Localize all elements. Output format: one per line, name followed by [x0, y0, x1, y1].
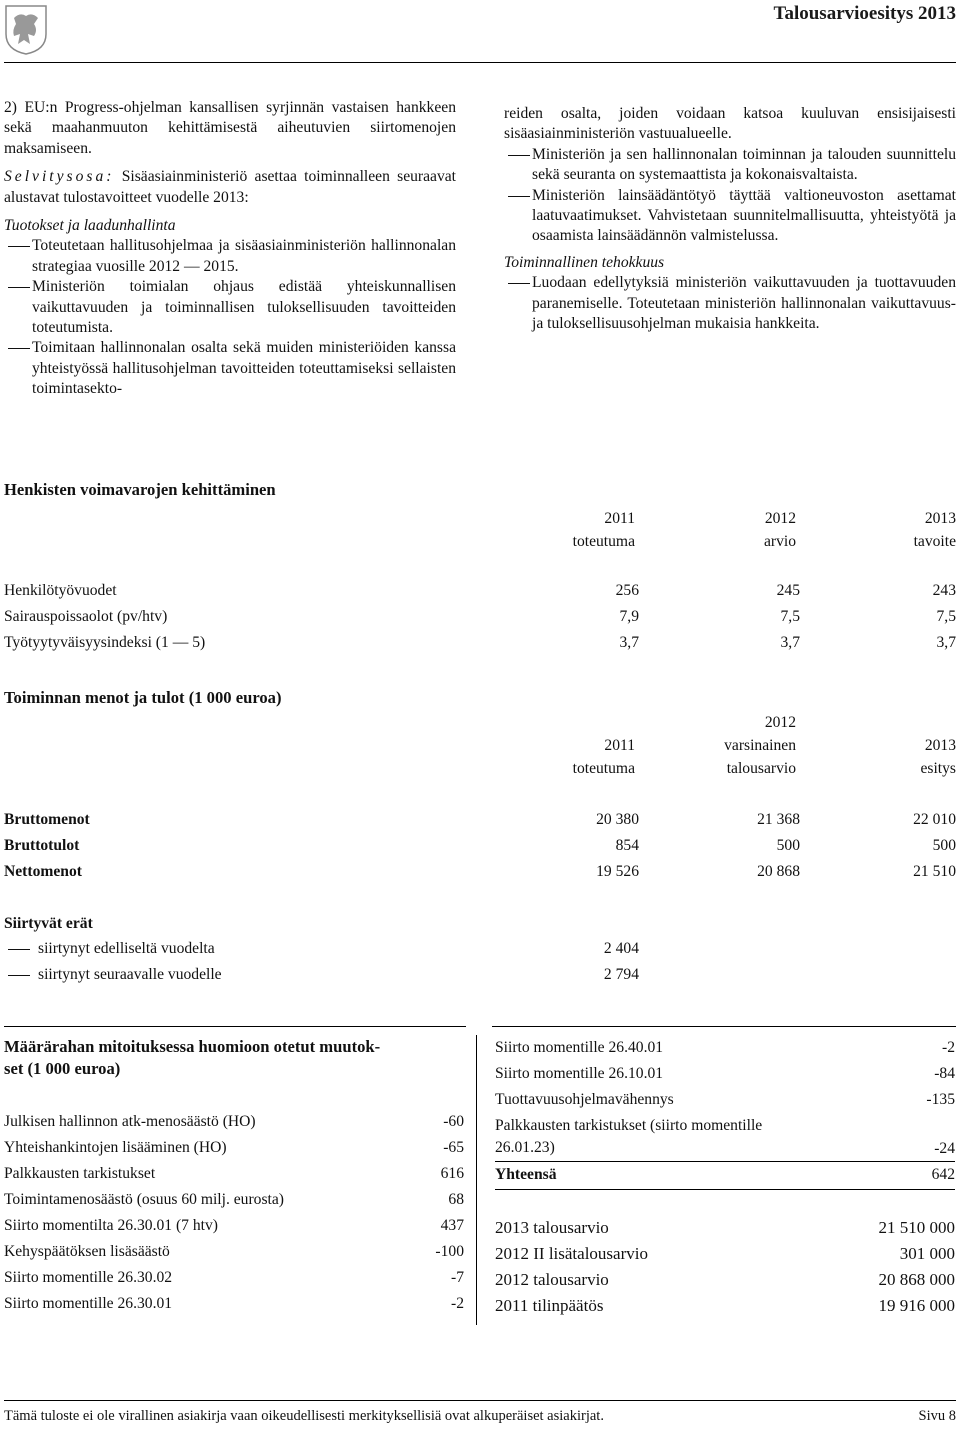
paragraph: 2) EU:n Progress-ohjelman kansallisen syrjinnän vastaisen hankkeen sekä maahanmuuton kehittämisestä aiheutuvien siirtomenojen maksamiseen. — [4, 99, 456, 157]
finance-table-title: Toiminnan menot ja tulot (1 000 euroa) — [4, 688, 282, 707]
row-label: Bruttomenot — [4, 810, 90, 828]
subheading: Tuotokset ja laadunhallinta — [4, 217, 176, 235]
row-value: 20 868 000 — [878, 1269, 955, 1289]
section-divider — [4, 1026, 466, 1027]
fin-col-2011-header: 2011 toteutuma — [572, 737, 635, 777]
cell-2011: 3,7 — [619, 633, 639, 651]
total-label: Yhteensä — [495, 1165, 557, 1183]
cell-2011: 19 526 — [596, 862, 639, 880]
row-label: 2012 II lisätalousarvio — [495, 1243, 648, 1263]
cell-2011: 256 — [615, 581, 639, 599]
hr-table-title: Henkisten voimavarojen kehittäminen — [4, 480, 276, 499]
column-divider — [476, 1035, 477, 1325]
row-label: Toimintamenosäästö (osuus 60 milj. eurosta) — [4, 1190, 284, 1208]
row-label: Siirto momentille 26.30.02 — [4, 1268, 173, 1286]
row-value: -2 — [942, 1038, 955, 1056]
table-row — [4, 630, 956, 656]
row-value: -65 — [443, 1138, 464, 1156]
table-row — [495, 1267, 955, 1293]
hr-col-2011-header: 2011 toteutuma — [572, 510, 635, 550]
hr-table — [4, 578, 956, 656]
cell-2013: 22 010 — [913, 810, 956, 828]
row-label: Bruttotulot — [4, 836, 80, 854]
selvitysosa-label: Selvitysosa: — [4, 168, 115, 186]
budget-summary-table — [495, 1215, 955, 1319]
row-label: Julkisen hallinnon atk-menosäästö (HO) — [4, 1112, 256, 1130]
transfers-table — [4, 936, 956, 988]
list-item: Ministeriön toimialan ohjaus edistää yhteiskunnallisen vaikuttavuuden ja toiminnallisen tuloksellisuuden tavoitteiden toteutumista. — [4, 277, 456, 338]
cell-2012: 21 368 — [757, 810, 800, 828]
cell-2011: 7,9 — [619, 607, 639, 625]
table-row — [495, 1035, 955, 1061]
appropriation-left-table — [4, 1109, 464, 1317]
row-value: -60 — [443, 1112, 464, 1130]
cell-2012: 500 — [776, 836, 800, 854]
row-label: 2012 talousarvio — [495, 1269, 609, 1289]
table-row — [4, 962, 956, 988]
row-label: Yhteishankintojen lisääminen (HO) — [4, 1138, 227, 1156]
table-row — [4, 1291, 464, 1317]
hr-col-2013-header: 2013 tavoite — [913, 510, 956, 550]
table-row — [4, 1213, 464, 1239]
row-value: -7 — [451, 1268, 464, 1286]
header-divider — [4, 62, 956, 63]
table-row — [4, 936, 956, 962]
table-row — [4, 1239, 464, 1265]
selvitysosa-text: Sisäasiainministeriö asettaa toiminnalleen seuraavat alustavat tulostavoitteet vuodelle 2013: — [4, 168, 456, 206]
total-value: 642 — [931, 1165, 955, 1183]
appropriation-title: Määrärahan mitoituksessa huomioon otetut muutok- set (1 000 euroa) — [4, 1037, 381, 1078]
table-row — [495, 1087, 955, 1113]
table-row — [4, 859, 956, 885]
cell-2012: 3,7 — [780, 633, 800, 651]
left-text-column — [4, 98, 456, 400]
cell-2012: 245 — [776, 581, 800, 599]
table-row — [4, 1187, 464, 1213]
table-row — [4, 1109, 464, 1135]
table-row — [495, 1162, 955, 1188]
cell-2012: 7,5 — [780, 607, 800, 625]
cell-2011: 854 — [615, 836, 639, 854]
table-row — [495, 1215, 955, 1241]
row-value: -100 — [435, 1242, 464, 1260]
footer-divider — [4, 1400, 956, 1401]
footer-disclaimer: Tämä tuloste ei ole virallinen asiakirja vaan oikeudellisesti merkityksellisiä ovat alkuperäiset asiakirjat. — [4, 1408, 604, 1424]
row-label: Siirto momentille 26.30.01 — [4, 1294, 173, 1312]
row-label: siirtynyt edelliseltä vuodelta — [4, 939, 539, 959]
appropriation-total — [495, 1162, 955, 1188]
coat-of-arms-icon — [4, 4, 48, 56]
cell-2013: 243 — [932, 581, 956, 599]
cell-2011: 2 794 — [603, 965, 639, 983]
row-label: Nettomenot — [4, 862, 82, 880]
list-item: Ministeriön lainsäädäntötyö täyttää valtioneuvoston asettamat laatuvaatimukset. Vahvistetaan suunnitelmallisuutta, yhteistyötä ja osaamista lainsäädännön valmistelussa. — [504, 186, 956, 247]
table-row — [495, 1113, 955, 1161]
row-value: 68 — [448, 1190, 464, 1208]
row-value: 437 — [440, 1216, 464, 1234]
section-divider — [492, 1026, 956, 1027]
right-text-column — [504, 104, 956, 334]
list-item: Ministeriön ja sen hallinnonalan toiminnan ja talouden suunnittelu sekä seuranta on systemaattista ja kokonaisvaltaista. — [504, 145, 956, 186]
list-item: Toteutetaan hallitusohjelmaa ja sisäasiainministeriön hallinnonalan strategiaa vuosille 2012 — 2015. — [4, 236, 456, 277]
table-row — [4, 807, 956, 833]
hr-col-2012-header: 2012 arvio — [763, 510, 796, 550]
row-value: 301 000 — [899, 1243, 955, 1263]
list-item: Toimitaan hallinnonalan osalta sekä muiden ministeriöiden kanssa yhteistyössä hallitusohjelman tavoitteiden toteuttamiseksi sellaisten toimintasekto- — [4, 338, 456, 399]
row-label: Siirto momentille 26.40.01 — [495, 1038, 664, 1056]
row-label: Palkkausten tarkistukset — [4, 1164, 156, 1182]
row-label: Sairauspoissaolot (pv/htv) — [4, 607, 168, 625]
cell-2011: 2 404 — [603, 939, 639, 957]
table-row — [495, 1241, 955, 1267]
fin-col-2012-header: 2012 varsinainen talousarvio — [724, 714, 796, 777]
cell-2013: 21 510 — [913, 862, 956, 880]
fin-col-2013-header: 2013 esitys — [920, 737, 956, 777]
table-row — [4, 833, 956, 859]
subheading: Toiminnallinen tehokkuus — [504, 253, 665, 271]
row-label: Palkkausten tarkistukset (siirto momentille 26.01.23) — [495, 1117, 763, 1156]
finance-table — [4, 807, 956, 885]
row-label: 2013 talousarvio — [495, 1217, 609, 1237]
row-label: Tuottavuusohjelmavähennys — [495, 1090, 674, 1108]
total-divider — [495, 1189, 955, 1190]
cell-2012: 20 868 — [757, 862, 800, 880]
row-value: -2 — [451, 1294, 464, 1312]
table-row — [4, 1161, 464, 1187]
row-value: 21 510 000 — [878, 1217, 955, 1237]
row-value: -24 — [934, 1139, 955, 1157]
appropriation-right-table — [495, 1035, 955, 1161]
cell-2013: 7,5 — [936, 607, 956, 625]
table-row — [495, 1293, 955, 1319]
row-label: Kehyspäätöksen lisäsäästö — [4, 1242, 170, 1260]
row-label: Työtyytyväisyysindeksi (1 — 5) — [4, 633, 206, 651]
selvitysosa-paragraph — [4, 167, 456, 208]
table-row — [4, 578, 956, 604]
row-label: Henkilötyövuodet — [4, 581, 117, 599]
row-label: 2011 tilinpäätös — [495, 1295, 604, 1315]
cell-2013: 3,7 — [936, 633, 956, 651]
row-label: siirtynyt seuraavalle vuodelle — [4, 965, 539, 985]
list-item: Luodaan edellytyksiä ministeriön vaikuttavuuden ja tuottavuuden paranemiselle. Toteutetaan ministeriön hallinnonalan vaikuttavuus- ja tuloksellisuusohjelman mukaisia hankkeita. — [504, 273, 956, 334]
row-value: 616 — [440, 1164, 464, 1182]
table-row — [495, 1061, 955, 1087]
cell-2013: 500 — [932, 836, 956, 854]
cell-2011: 20 380 — [596, 810, 639, 828]
row-label: Siirto momentilta 26.30.01 (7 htv) — [4, 1216, 218, 1234]
row-value: -84 — [934, 1064, 955, 1082]
document-title: Talousarvioesitys 2013 — [773, 3, 956, 24]
row-label: Siirto momentille 26.10.01 — [495, 1064, 664, 1082]
table-row — [4, 1265, 464, 1291]
paragraph: reiden osalta, joiden voidaan katsoa kuuluvan ensisijaisesti sisäasiainministeriön vastuualueelle. — [504, 105, 956, 143]
table-row — [4, 604, 956, 630]
row-value: -135 — [926, 1090, 955, 1108]
transfers-title: Siirtyvät erät — [4, 915, 93, 932]
page-number: Sivu 8 — [918, 1408, 956, 1424]
table-row — [4, 1135, 464, 1161]
row-value: 19 916 000 — [878, 1295, 955, 1315]
